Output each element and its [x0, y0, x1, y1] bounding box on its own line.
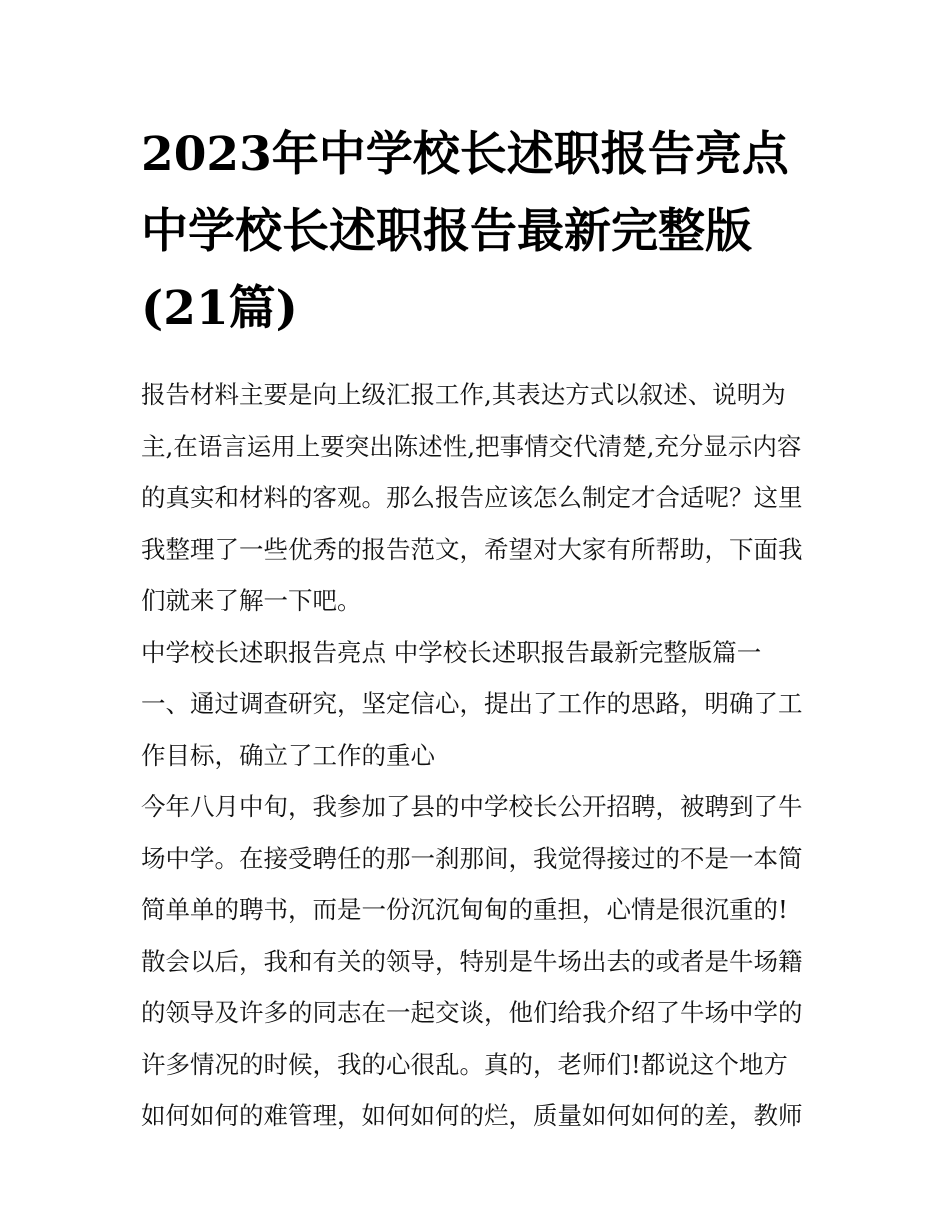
body-line: 简单单的聘书，而是一份沉沉甸甸的重担，心情是很沉重的! — [141, 895, 788, 924]
body-line: 散会以后，我和有关的领导，特别是牛场出去的或者是牛场籍 — [141, 946, 803, 976]
document-title — [141, 116, 813, 347]
title-line: 中学校长述职报告最新完整版 — [141, 204, 752, 259]
body-line: 报告材料主要是向上级汇报工作,其表达方式以叙述、说明为 — [141, 380, 786, 409]
body-line: 场中学。在接受聘任的那一刹那间，我觉得接过的不是一本简 — [141, 843, 803, 873]
body-line: 一、通过调查研究，坚定信心，提出了工作的思路，明确了工 — [141, 689, 803, 718]
body-line: 的真实和材料的客观。那么报告应该怎么制定才合适呢？这里 — [141, 483, 803, 512]
title-line: (21篇) — [141, 281, 298, 336]
section-heading: 中学校长述职报告亮点 中学校长述职报告最新完整版篇一 — [141, 637, 762, 667]
body-line: 如何如何的难管理，如何如何的烂，质量如何如何的差，教师 — [141, 1101, 803, 1130]
title-line: 2023年中学校长述职报告亮点 — [141, 127, 789, 182]
document-body — [141, 369, 813, 1142]
document-content — [141, 116, 813, 1142]
body-line: 今年八月中旬，我参加了县的中学校长公开招聘，被聘到了牛 — [141, 792, 803, 821]
body-line: 们就来了解一下吧。 — [141, 586, 362, 615]
body-line: 的领导及许多的同志在一起交谈，他们给我介绍了牛场中学的 — [141, 998, 803, 1027]
body-line: 我整理了一些优秀的报告范文，希望对大家有所帮助，下面我 — [141, 534, 803, 564]
body-line: 许多情况的时候，我的心很乱。真的，老师们!都说这个地方 — [141, 1049, 788, 1079]
body-line: 主,在语言运用上要突出陈述性,把事情交代清楚,充分显示内容 — [141, 431, 802, 461]
body-line: 作目标，确立了工作的重心 — [141, 740, 435, 770]
